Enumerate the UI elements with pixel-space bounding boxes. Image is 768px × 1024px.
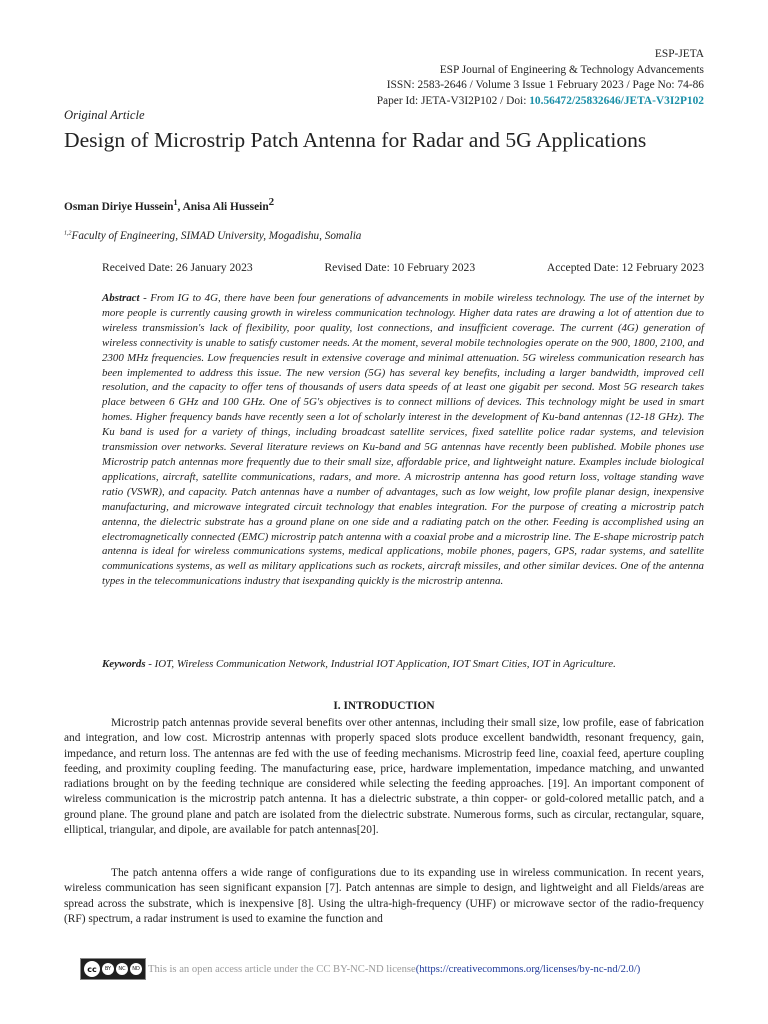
article-type: Original Article (64, 108, 145, 122)
author-list (64, 196, 274, 213)
author-superscript: 1 (173, 198, 178, 207)
article-dates (102, 261, 704, 274)
license-link[interactable]: (https://creativecommons.org/licenses/by-nc-nd/2.0/) (415, 963, 641, 975)
cc-license-badge[interactable] (80, 958, 146, 980)
body-paragraph: Microstrip patch antennas provide several benefits over other antennas, including their small size, low profile, ease of fabrication and integration, and low cost. Microstrip antennas with properly spaced slots produce excellent bandwidth, resonant frequency, gain, impedance, and return loss. The antennas are fed with the use of feeding mechanisms. Microstrip feed line, coaxial feed, aperture coupling feeding, and proximity coupling feeding. The manufacturing ease, price, hardware implementation, impedance matching, and unwanted radiations brought on by the feeding technique are considered while selecting the feeding approaches. [19]. An important component of wireless communication is the microstrip patch antenna. It has a dielectric substrate, a thin copper- or gold-colored metallic patch, and a ground plane. The ground plane and patch are isolated from the dielectric substrate. Numerous forms, such as circular, rectangular, square, elliptical, triangular, and dipole, are available for patch antennas[20]. (64, 717, 704, 837)
abstract-text: - From IG to 4G, there have been four generations of advancements in mobile wireless technology. The use of the internet by more people is currently causing growth in wireless communication technology. Higher data rates are drawing a lot of attention due to wireless transmission's lack of flexibility, poor quality, lost connections, and insufficient coverage. The current (4G) generation of wireless connectivity is unable to satisfy customer needs. At the moment, several mobile technologies operate on the 900, 1800, 2100, and 2300 MHz frequencies. Low frequencies result in extensive coverage and minimal attenuation. 5G wireless communication research has been implemented to address this issue. The new version (5G) has several key benefits, including a larger bandwidth, improved cell resolution, and the capacity to offer tens of thousands of users data speeds of at least one gigabit per second. Most 5G research takes place between 6 GHz and 100 GHz. One of 5G's objectives is to connect millions of devices. This technology might be used in smart homes. Higher frequency bands have recently seen a lot of scholarly interest in the development of Ku-band antennas (12-18 GHz). The Ku band is used for a variety of things, including broadcast satellite services, fixed satellite police radar systems, and television transmission over networks. Several literature reviews on Ku-band and 5G antennas have recently been published. Mobile phones use Microstrip patch antennas more frequently due to their small size, affordable price, and lightweight nature. Examples include biological applications, aircraft, satellite communications, radars, and more. A microstrip antenna has good return loss, voltage standing wave ratio (VSWR), and capacity. Patch antennas have a number of advantages, such as low weight, low profile planar design, inexpensive manufacturing, and microwave integrated circuit technology that enables integration. For the purpose of creating a microstrip patch antenna, the dielectric substrate has a ground plane on one side and a radiating patch on the other. Feeding is accomplished using an electromagnetically connected (EMC) microstrip patch antenna with a coaxial probe and a microstrip line. The E-shape microstrip patch antenna is ideal for wireless communications systems, medical applications, mobile phones, pagers, GPS, radar systems, and satellite communications systems, as well as military applications such as rockets, aircraft missiles, and other similar devices. One of the antenna types in the telecommunications industry that isexpanding quickly is the microstrip antenna. (102, 292, 704, 588)
body-paragraph: The patch antenna offers a wide range of configurations due to its expanding use in wireless communication. In recent years, wireless communication has seen significant expansion [7]. Patch antennas are simple to design, and lightweight and all Fields/areas are spread across the substrate, which is inexpensive [8]. Using the ultra-high-frequency (UHF) or microwave sector of the radio-frequency (RF) spectrum, a radar instrument is used to examine the function and (64, 867, 704, 925)
affiliation-superscript: 1,2 (64, 230, 72, 237)
keywords-label: Keywords (102, 658, 146, 670)
affiliation-text: Faculty of Engineering, SIMAD University, Mogadishu, Somalia (71, 230, 362, 242)
author-name: Osman Diriye Hussein (64, 200, 174, 213)
license-text: This is an open access article under the CC BY-NC-ND license (148, 963, 416, 975)
author-superscript: 2 (268, 196, 275, 208)
keywords (102, 657, 704, 672)
abstract-label: Abstract (102, 292, 140, 304)
nc-icon: NC (116, 963, 128, 975)
paper-id: Paper Id: JETA-V3I2P102 / Doi: (376, 94, 530, 107)
paper-title: Design of Microstrip Patch Antenna for Radar and 5G Applications (64, 128, 647, 152)
license-footer (80, 958, 640, 980)
accepted-date: Accepted Date: 12 February 2023 (546, 261, 704, 274)
journal-header (377, 47, 704, 109)
affiliation (64, 230, 361, 242)
paper-id-line (377, 94, 704, 110)
author-separator: , (177, 200, 183, 213)
author-name: Anisa Ali Hussein (182, 200, 269, 213)
by-icon: BY (102, 963, 114, 975)
section-heading: I. INTRODUCTION (333, 700, 435, 712)
revised-date: Revised Date: 10 February 2023 (324, 261, 476, 274)
journal-acronym: ESP-JETA (654, 48, 704, 60)
nd-icon: ND (130, 963, 142, 975)
journal-issn: ISSN: 2583-2646 / Volume 3 Issue 1 February 2023 / Page No: 74-86 (386, 79, 704, 91)
keywords-text: - IOT, Wireless Communication Network, Industrial IOT Application, IOT Smart Cities, IOT in Agriculture. (145, 658, 616, 670)
received-date: Received Date: 26 January 2023 (102, 261, 253, 274)
cc-icon: cc (84, 961, 100, 977)
journal-name: ESP Journal of Engineering & Technology Advancements (439, 63, 704, 76)
doi-link[interactable]: 10.56472/25832646/JETA-V3I2P102 (529, 94, 704, 107)
abstract (102, 291, 704, 589)
